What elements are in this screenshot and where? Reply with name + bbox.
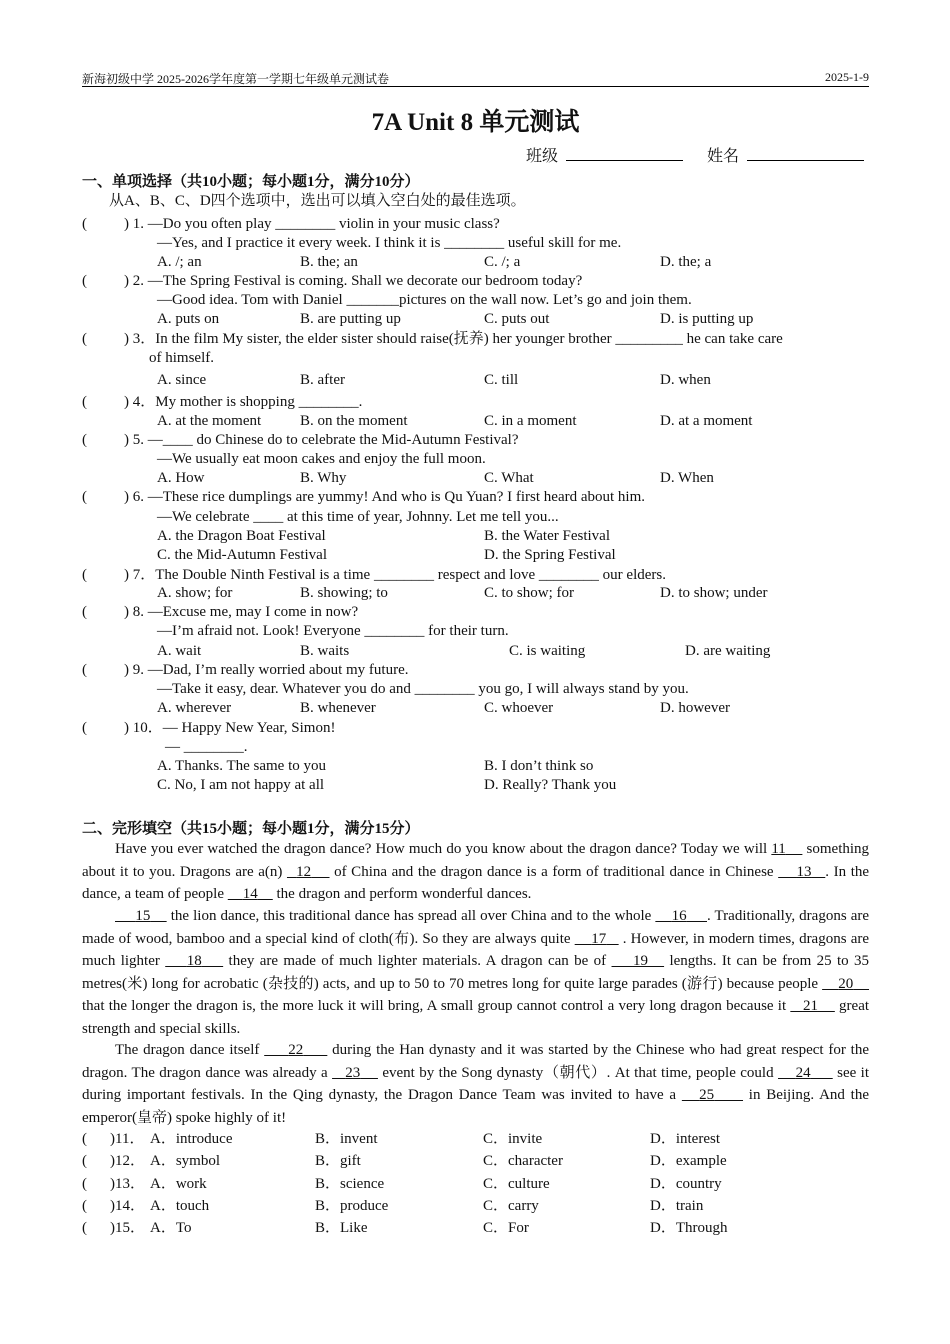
cloze-blank[interactable]: 18	[186, 953, 202, 969]
option: B. the Water Festival	[484, 528, 610, 544]
option: D. When	[660, 470, 714, 486]
option: A．touch	[150, 1198, 210, 1214]
option: A. since	[157, 372, 207, 388]
option: A. the Dragon Boat Festival	[157, 528, 326, 544]
option: C．For	[483, 1220, 529, 1236]
class-name-line	[526, 143, 864, 166]
cloze-blank[interactable]: 19	[632, 953, 648, 969]
option: C. till	[484, 372, 519, 388]
option: D. is putting up	[660, 311, 754, 327]
option: D. are waiting	[685, 643, 771, 659]
class-label: 班级	[526, 148, 559, 165]
question-stem: —I’m afraid not. Look! Everyone ________ for their turn.	[157, 623, 509, 639]
option: C. puts out	[484, 311, 550, 327]
option: C．invite	[483, 1131, 543, 1147]
cloze-blank[interactable]: 14	[242, 886, 258, 902]
cloze-blank[interactable]: 23	[345, 1064, 361, 1081]
option: D. Really? Thank you	[484, 777, 617, 793]
answer-paren[interactable]: (	[82, 489, 87, 505]
option: B．science	[315, 1176, 385, 1192]
header-school-term: 新海初级中学 2025-2026学年度第一学期七年级单元测试卷	[82, 72, 389, 86]
option: D．interest	[650, 1131, 720, 1147]
question-stem: of himself.	[149, 350, 214, 366]
option: C. in a moment	[484, 413, 577, 429]
class-blank[interactable]	[566, 146, 683, 161]
option: C. What	[484, 470, 534, 486]
answer-paren[interactable]: (	[82, 1153, 87, 1169]
option: C. /; a	[484, 254, 521, 270]
cloze-blank[interactable]: 25	[699, 1087, 715, 1103]
cloze-blank[interactable]: 12	[296, 863, 312, 880]
option: C. No, I am not happy at all	[157, 777, 325, 793]
option: A．work	[150, 1176, 207, 1192]
option: B. whenever	[300, 700, 376, 716]
answer-paren[interactable]: (	[82, 1131, 87, 1147]
question-number: )14．	[110, 1198, 145, 1214]
question-stem: —Good idea. Tom with Daniel _______pictures on the wall now. Let’s go and join them.	[157, 292, 692, 308]
option: D. the Spring Festival	[484, 547, 616, 563]
section2-heading: 二、完形填空（共15小题；每小题1分，满分15分）	[82, 821, 420, 837]
option: B. on the moment	[300, 413, 408, 429]
option: A. wait	[157, 643, 202, 659]
question-stem: — ________.	[165, 739, 248, 755]
option: A．symbol	[150, 1153, 221, 1169]
cloze-paragraph-2: 15 the lion dance, this traditional dance has spread all over China and to the whole 16 . Traditionally, dragons are made of wood, bamboo and a special kind of cloth(布). So they are always quite 17 . However, in modern times, dragons are much lighter 18 they are made of much lighter materials. A dragon can be of 19 lengths. It can be from 25 to 35 metres(米) long for acrobatic (杂技的) acts, and up to 50 to 70 metres long for quite large parades (游行) because people 20 that the longer the dragon is, the more luck it will bring, A small group cannot control a very long dragon because it 21 great strength and special skills.	[82, 908, 870, 1037]
option: D. to show; under	[660, 585, 768, 601]
cloze-blank[interactable]: 13	[796, 863, 812, 880]
option: D. at a moment	[660, 413, 753, 429]
question-number: )13．	[110, 1176, 145, 1192]
question-stem: ) 8. —Excuse me, may I come in now?	[124, 604, 359, 620]
cloze-blank[interactable]: 16	[671, 908, 687, 924]
option: A. wherever	[157, 700, 232, 716]
option: D. the; a	[660, 254, 712, 270]
answer-paren[interactable]: (	[82, 662, 87, 678]
question-stem: —We celebrate ____ at this time of year, Johnny. Let me tell you...	[157, 509, 559, 525]
answer-paren[interactable]: (	[82, 216, 87, 232]
section1-instruction: 从A、B、C、D四个选项中，选出可以填入空白处的最佳选项。	[109, 193, 526, 209]
option: A. puts on	[157, 311, 220, 327]
option: C．carry	[483, 1198, 539, 1214]
option: B. after	[300, 372, 345, 388]
option: B. I don’t think so	[484, 758, 594, 774]
answer-paren[interactable]: (	[82, 394, 87, 410]
question-stem: —Yes, and I practice it every week. I think it is ________ useful skill for me.	[157, 235, 622, 251]
question-stem: —Take it easy, dear. Whatever you do and ________ you go, I will always stand by you.	[157, 681, 689, 697]
option: C. to show; for	[484, 585, 574, 601]
question-stem: —We usually eat moon cakes and enjoy the full moon.	[157, 451, 486, 467]
name-label: 姓名	[707, 148, 740, 165]
option: C．character	[483, 1153, 563, 1169]
option: A. How	[157, 470, 205, 486]
option: B. waits	[300, 643, 350, 659]
cloze-blank[interactable]: 20	[838, 975, 854, 992]
answer-paren[interactable]: (	[82, 1176, 87, 1192]
answer-paren[interactable]: (	[82, 567, 87, 583]
question-stem: ) 3．In the film My sister, the elder sister should raise(抚养) her younger brother _________ he can take care	[124, 331, 783, 347]
option: D. when	[660, 372, 711, 388]
option: C．culture	[483, 1176, 550, 1192]
question-stem: ) 2. —The Spring Festival is coming. Shall we decorate our bedroom today?	[124, 273, 583, 289]
option: B. Why	[300, 470, 347, 486]
answer-paren[interactable]: (	[82, 273, 87, 289]
question-stem: ) 1. —Do you often play ________ violin in your music class?	[124, 216, 500, 232]
answer-paren[interactable]: (	[82, 432, 87, 448]
name-blank[interactable]	[747, 146, 864, 161]
option: A．To	[150, 1220, 192, 1236]
section1-heading: 一、单项选择（共10小题；每小题1分，满分10分）	[82, 174, 420, 190]
option: B. the; an	[300, 254, 358, 270]
question-stem: ) 6. —These rice dumplings are yummy! And who is Qu Yuan? I first heard about him.	[124, 489, 646, 505]
cloze-blank[interactable]: 24	[795, 1064, 811, 1081]
option: D．train	[650, 1198, 704, 1214]
header-divider	[82, 86, 869, 87]
header-date: 2025-1-9	[825, 70, 869, 84]
option: B. showing; to	[300, 585, 388, 601]
option: D．example	[650, 1153, 727, 1169]
answer-paren[interactable]: (	[82, 331, 87, 347]
page-title: 7A Unit 8 单元测试	[371, 109, 580, 136]
cloze-blank[interactable]: 21	[802, 998, 818, 1014]
cloze-blank[interactable]: 15	[135, 908, 151, 924]
cloze-blank[interactable]: 22	[288, 1042, 304, 1058]
option: A. at the moment	[157, 413, 262, 429]
option: B. are putting up	[300, 311, 401, 327]
question-number: )15．	[110, 1220, 145, 1236]
option: C. is waiting	[509, 643, 586, 659]
answer-paren[interactable]: (	[82, 1220, 87, 1236]
cloze-paragraph-1: Have you ever watched the dragon dance? How much do you know about the dragon dance? Today we will 11 something about it to you. Dragons are a(n) 12 of China and the dragon dance is a form of traditional dance in Chinese 13 . In the dance, a team of people 14 the dragon and perform wonderful dances.	[82, 841, 870, 902]
answer-paren[interactable]: (	[82, 1198, 87, 1214]
cloze-blank[interactable]: 17	[591, 930, 607, 947]
answer-paren[interactable]: (	[82, 720, 87, 736]
question-number: )11．	[110, 1131, 145, 1147]
answer-paren[interactable]: (	[82, 604, 87, 620]
cloze-blank[interactable]: 11	[771, 841, 786, 857]
question-stem: ) 10．— Happy New Year, Simon!	[124, 720, 336, 736]
option: B．invent	[315, 1131, 378, 1147]
option: B．gift	[315, 1153, 361, 1169]
question-number: )12．	[110, 1153, 145, 1169]
option: D．Through	[650, 1220, 728, 1236]
option: A. Thanks. The same to you	[157, 758, 327, 774]
question-stem: ) 4．My mother is shopping ________.	[124, 394, 363, 410]
option: D. however	[660, 700, 730, 716]
option: C. the Mid-Autumn Festival	[157, 547, 327, 563]
option: B．produce	[315, 1198, 389, 1214]
question-stem: ) 7．The Double Ninth Festival is a time ________ respect and love ________ our elders.	[124, 567, 666, 583]
option: A．introduce	[150, 1131, 233, 1147]
question-stem: ) 5. —____ do Chinese do to celebrate the Mid-Autumn Festival?	[124, 432, 519, 448]
option: C. whoever	[484, 700, 554, 716]
cloze-paragraph-3: The dragon dance itself 22 during the Han dynasty and it was started by the Chinese who had great respect for the dragon. The dragon dance was already a 23 event by the Song dynasty（朝代）. At that time, people could 24 see it during important festivals. In the Qing dynasty, the Dragon Dance Team was invited to have a 25 in Beijing. And the emperor(皇帝) spoke highly of it!	[82, 1042, 870, 1126]
option: B．Like	[315, 1220, 368, 1236]
option: D．country	[650, 1176, 722, 1192]
option: A. /; an	[157, 254, 202, 270]
option: A. show; for	[157, 585, 233, 601]
question-stem: ) 9. —Dad, I’m really worried about my future.	[124, 662, 409, 678]
